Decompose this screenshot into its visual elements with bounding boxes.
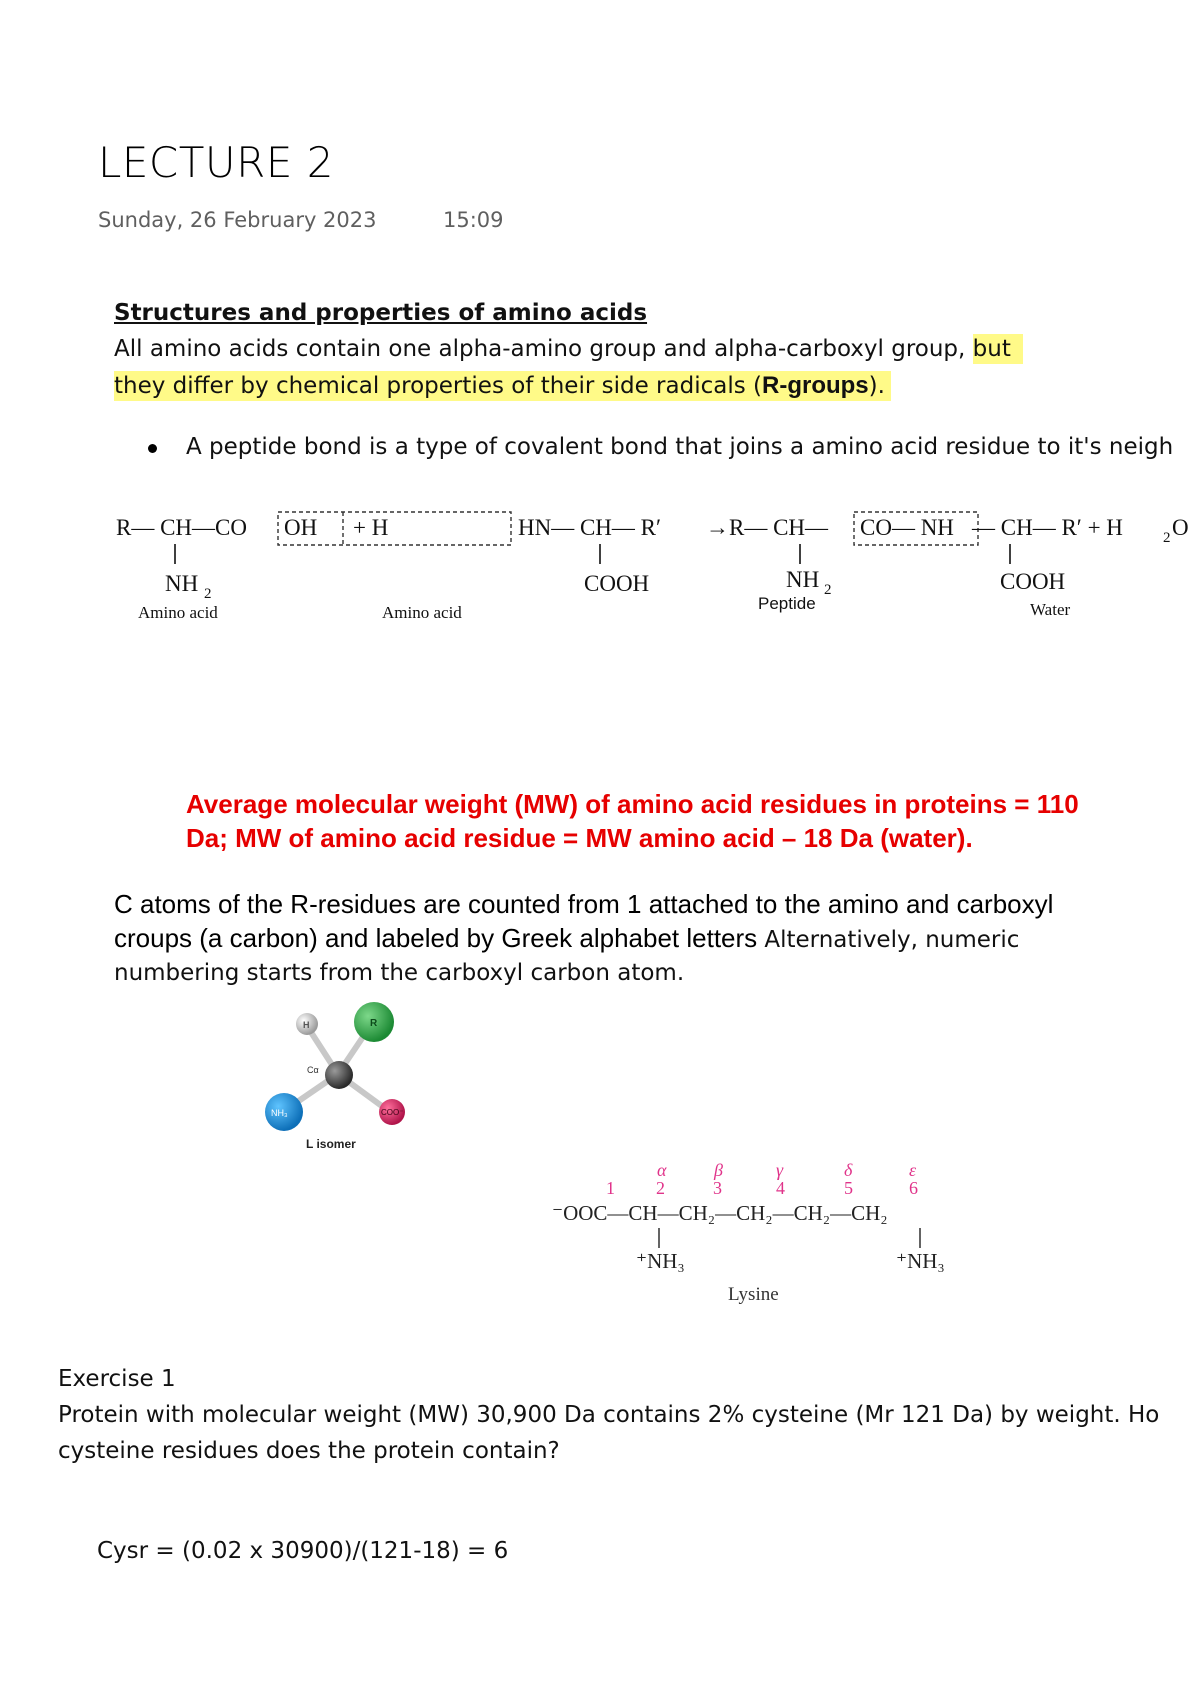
nh2-left: NH bbox=[165, 571, 199, 596]
section-line-2 bbox=[114, 372, 891, 400]
numbering-line-2 bbox=[114, 923, 1019, 954]
numbering-line-2-calibri: Alternatively, numeric bbox=[764, 927, 1020, 953]
exercise-title: Exercise 1 bbox=[58, 1366, 176, 1392]
page-date: Sunday, 26 February 2023 bbox=[98, 208, 377, 232]
peptide-reaction-diagram bbox=[110, 500, 1189, 630]
highlight-line-2 bbox=[114, 371, 891, 401]
nh2-right: NH bbox=[786, 567, 820, 592]
label-peptide: Peptide bbox=[758, 594, 816, 613]
mw-note-line-2: Da; MW of amino acid residue = MW amino acid – 18 Da (water). bbox=[186, 823, 973, 853]
nh2-left-sub: 2 bbox=[204, 586, 212, 602]
r-group-label: R bbox=[370, 1018, 378, 1029]
reaction-hn-middle: HN— CH— R′ bbox=[518, 515, 662, 540]
lysine-chain: ⁻OOC—CH—CH₂—CH₂—CH₂—CH₂ bbox=[552, 1201, 888, 1225]
reaction-plus-h: + H bbox=[353, 515, 389, 540]
greek-gamma: γ bbox=[776, 1160, 784, 1180]
l-isomer-caption: L isomer bbox=[306, 1137, 356, 1151]
lysine-name: Lysine bbox=[728, 1284, 779, 1305]
section-line-1 bbox=[114, 336, 1023, 362]
bullet-text: A peptide bond is a type of covalent bond that joins a amino acid residue to it's neigh bbox=[186, 434, 1174, 460]
reaction-oh: OH bbox=[284, 515, 318, 540]
section-heading: Structures and properties of amino acids bbox=[114, 300, 648, 326]
water-o: O bbox=[1172, 515, 1189, 540]
nh2-right-sub: 2 bbox=[824, 582, 832, 598]
carbon-number-6: 6 bbox=[909, 1178, 918, 1198]
line1-text: All amino acids contain one alpha-amino group and alpha-carboxyl group, bbox=[114, 336, 973, 362]
numbering-line-3: numbering starts from the carboxyl carbon atom. bbox=[114, 960, 685, 986]
carbon-number-1: 1 bbox=[606, 1178, 615, 1198]
greek-alpha: α bbox=[657, 1160, 667, 1180]
l-isomer-model bbox=[250, 998, 430, 1158]
mw-note-line-1: Average molecular weight (MW) of amino acid residues in proteins = 110 bbox=[186, 789, 1079, 819]
highlight-but: but bbox=[973, 334, 1023, 364]
label-amino-acid-2: Amino acid bbox=[382, 603, 462, 622]
carboxyl-group-label: COO⁻ bbox=[381, 1108, 404, 1117]
label-water: Water bbox=[1030, 600, 1071, 619]
cooh-left: COOH bbox=[584, 571, 650, 596]
water-subscript: 2 bbox=[1163, 530, 1171, 546]
cooh-right: COOH bbox=[1000, 569, 1066, 594]
exercise-line-2: cysteine residues does the protein contain? bbox=[58, 1438, 560, 1464]
greek-delta: δ bbox=[844, 1160, 853, 1180]
alpha-carbon-atom bbox=[325, 1061, 353, 1089]
formula-label: Cysr = bbox=[97, 1538, 183, 1564]
carbon-number-4: 4 bbox=[776, 1178, 785, 1198]
hydrogen-label: H bbox=[303, 1020, 310, 1030]
reaction-co-nh: CO— NH bbox=[860, 515, 954, 540]
reaction-left: R— CH—CO bbox=[116, 515, 247, 540]
carbon-number-5: 5 bbox=[844, 1178, 853, 1198]
amino-group-label: NH₃ bbox=[271, 1108, 288, 1118]
greek-beta: β bbox=[714, 1160, 723, 1180]
lysine-nh3-epsilon: ⁺NH₃ bbox=[896, 1249, 945, 1273]
numbering-line-2-arial: croups (a carbon) and labeled by Greek alphabet letters bbox=[114, 923, 765, 953]
formula-expression: (0.02 x 30900)/(121-18) = 6 bbox=[182, 1538, 509, 1564]
exercise-line-1: Protein with molecular weight (MW) 30,900 Da contains 2% cysteine (Mr 121 Da) by weight. Ho bbox=[58, 1402, 1160, 1428]
label-amino-acid-1: Amino acid bbox=[138, 603, 218, 622]
line2-end: ). bbox=[868, 373, 885, 399]
reaction-arrow-part: →R— CH— bbox=[706, 515, 829, 540]
bullet-dot bbox=[148, 444, 157, 453]
lysine-structure bbox=[548, 1160, 988, 1310]
reaction-right: — CH— R′ + H bbox=[972, 515, 1123, 540]
carbon-number-3: 3 bbox=[713, 1178, 722, 1198]
alpha-carbon-label: Cα bbox=[307, 1065, 319, 1075]
line2-text: they differ by chemical properties of their side radicals ( bbox=[114, 373, 762, 399]
numbering-line-1: C atoms of the R-residues are counted from 1 attached to the amino and carboxyl bbox=[114, 889, 1054, 919]
page-time: 15:09 bbox=[443, 208, 504, 232]
greek-epsilon: ε bbox=[909, 1160, 917, 1180]
carbon-number-2: 2 bbox=[656, 1178, 665, 1198]
page-title: LECTURE 2 bbox=[98, 138, 334, 187]
exercise-formula bbox=[97, 1538, 508, 1564]
lysine-nh3-alpha: ⁺NH₃ bbox=[636, 1249, 685, 1273]
r-groups-term: R-groups bbox=[762, 372, 869, 399]
